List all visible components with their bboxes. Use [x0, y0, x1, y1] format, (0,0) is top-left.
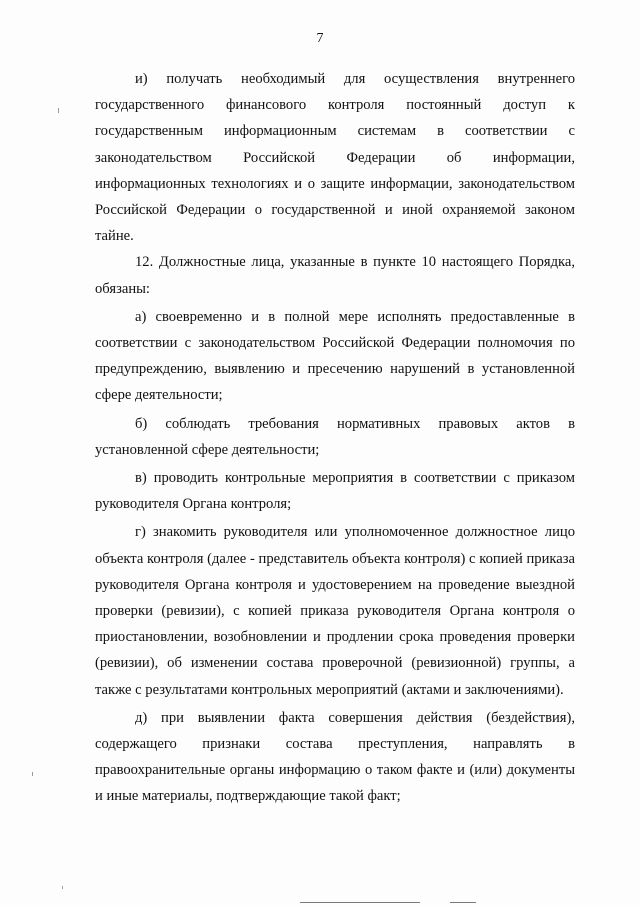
paragraph-a: а) своевременно и в полной мере исполнять предоставленные в соответствии с законодательством Российской Федерации полномочия по предупреждению, выявлению и пресечению нарушений в установленной сфере деятельности; — [95, 308, 575, 404]
paragraph-12: 12. Должностные лица, указанные в пункте 10 настоящего Порядка, обязаны: — [95, 254, 575, 297]
scan-mark-left-2 — [32, 772, 33, 776]
paragraph-g: г) знакомить руководителя или уполномоченное должностное лицо объекта контроля (далее - представитель объекта контроля) с копией приказа руководителя Органа контроля и удостоверением на проведение выездной проверки (ревизии), с копией приказа руководителя Органа контроля о приостановлении, возобновлении и продлении срока проведения проверки (ревизии), об изменении состава проверочной (ревизионной) группы, а также с результатами контрольных мероприятий (актами и заключениями). — [95, 524, 575, 698]
page-number: 7 — [316, 31, 324, 46]
paragraph-d: д) при выявлении факта совершения действия (бездействия), содержащего признаки состава преступления, направлять в правоохранительные органы информацию о таком факте и (или) документы и иные материалы, подтверждающие такой факт; — [95, 709, 575, 805]
bottom-rule — [300, 902, 420, 903]
paragraph-i: и) получать необходимый для осуществления внутреннего государственного финансового контроля постоянный доступ к государственным информационным системам в соответствии с законодательством Российской Федерации об информации, информационных технологиях и о защите информации, законодательством Российской Федерации о государственной и иной охраняемой законом тайне. — [95, 71, 575, 245]
document-body — [95, 66, 575, 810]
paragraph-b: б) соблюдать требования нормативных правовых актов в установленной сфере деятельности; — [95, 415, 575, 458]
bottom-rule-short — [450, 902, 476, 903]
scan-mark-left-3 — [62, 886, 63, 889]
paragraph-v: в) проводить контрольные мероприятия в соответствии с приказом руководителя Органа контроля; — [95, 470, 575, 513]
scan-mark-left-1 — [58, 108, 59, 113]
